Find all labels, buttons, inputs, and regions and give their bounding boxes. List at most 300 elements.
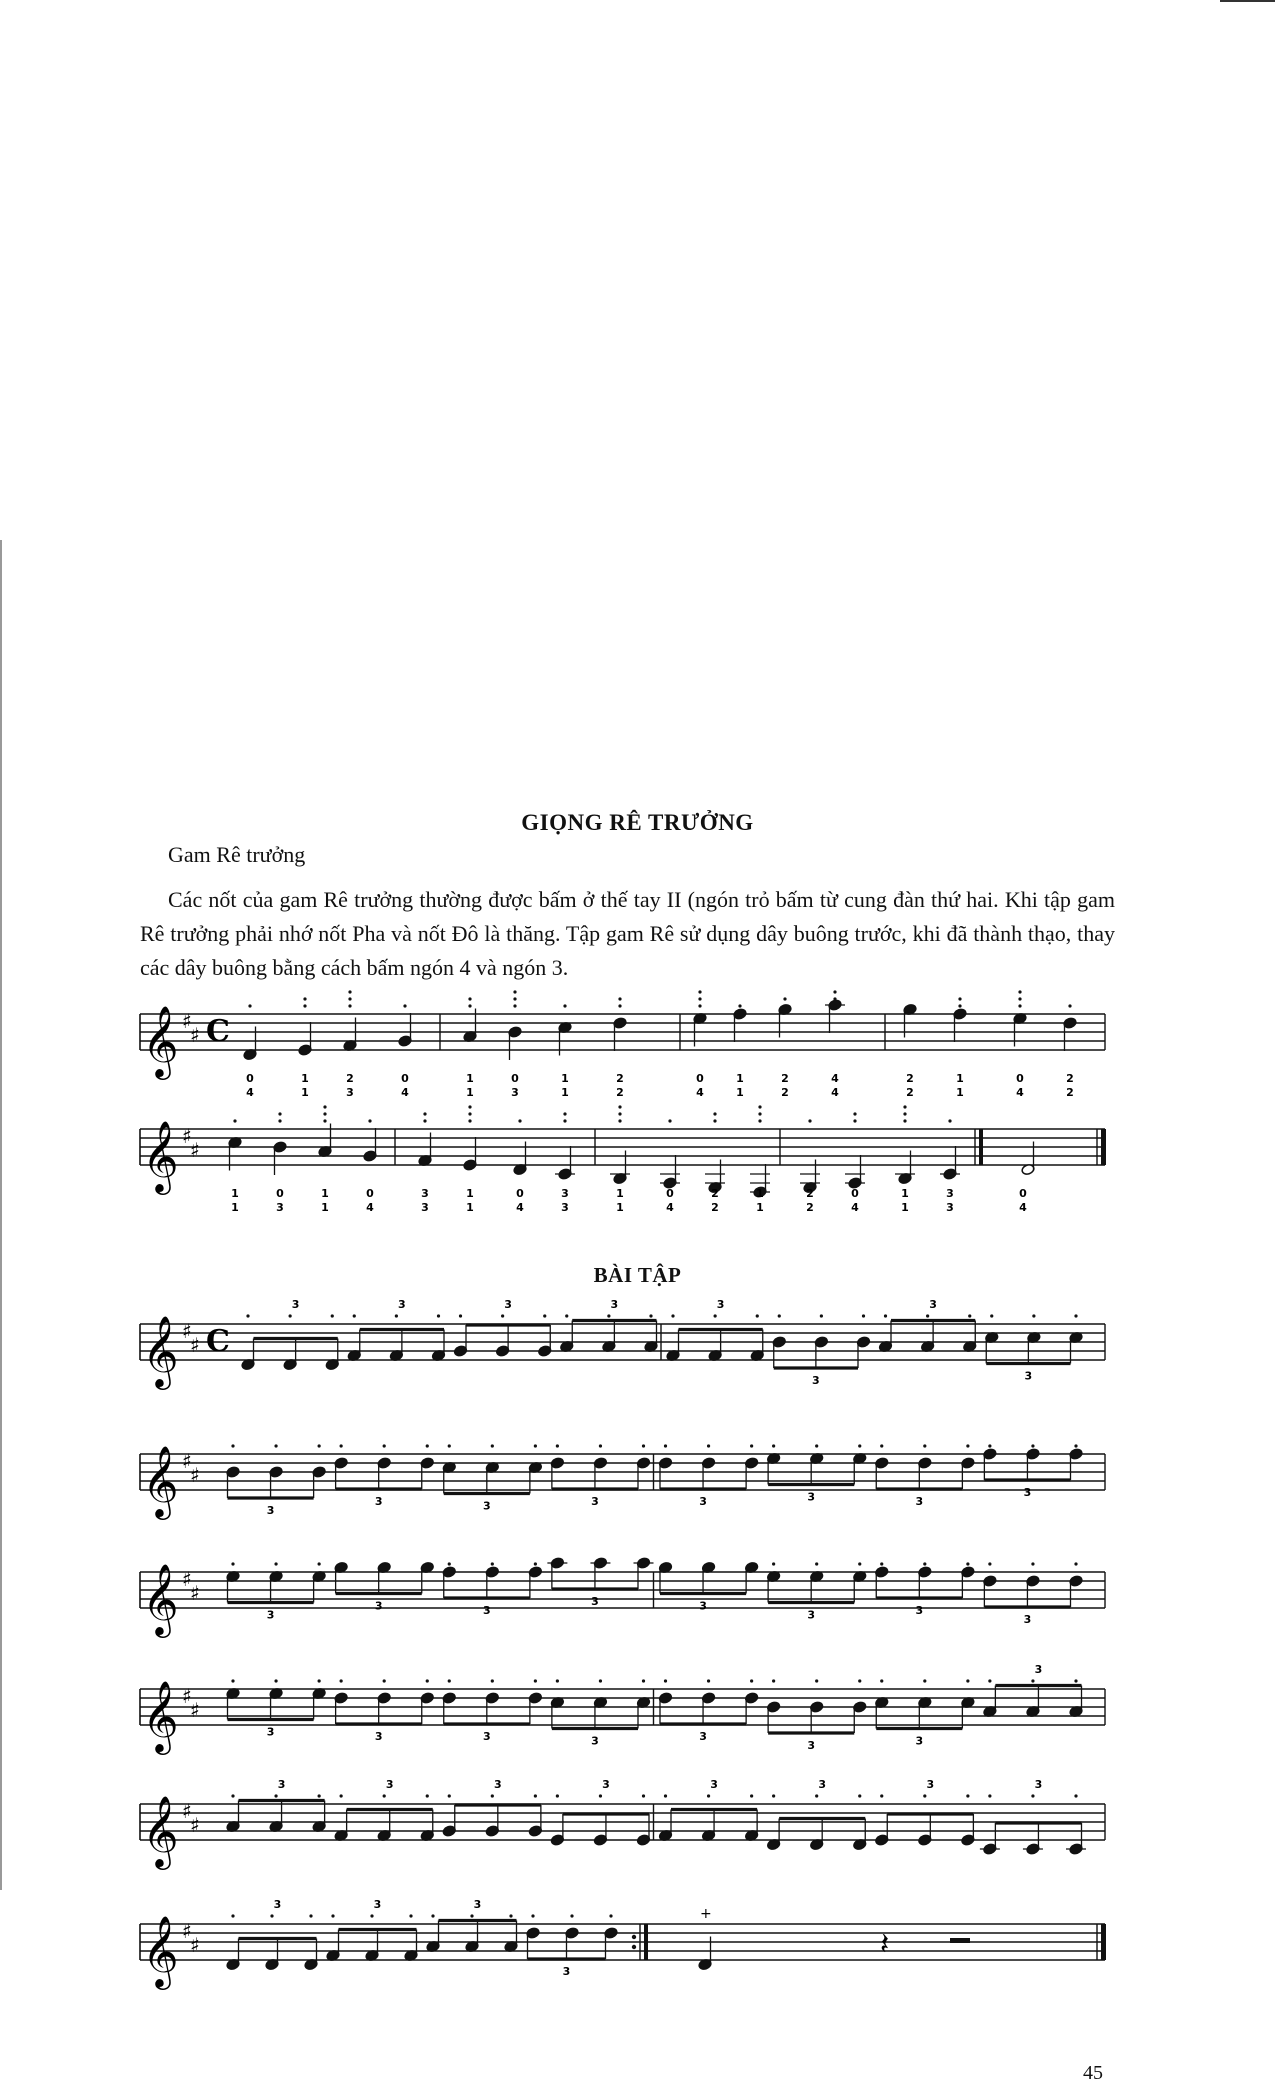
fingering-dot: [664, 1794, 667, 1797]
fingering-dot: [534, 1679, 537, 1682]
fingering-dot: [966, 1679, 969, 1682]
fingering-dot: [556, 1794, 559, 1797]
fingering-dot: [772, 1444, 775, 1447]
fingering-dot: [758, 1105, 761, 1108]
fingering-dot: [468, 1112, 471, 1115]
fingering-dot: [368, 1119, 371, 1122]
treble-clef-icon: 𝄞: [142, 1562, 179, 1635]
fingering-number: 2: [711, 1201, 719, 1214]
fingering-number: 2: [806, 1201, 814, 1214]
fingering-dot: [1074, 1679, 1077, 1682]
fingering-dot: [778, 1314, 781, 1317]
fingering-number: 2: [711, 1187, 719, 1200]
fingering-dot: [348, 997, 351, 1000]
fingering-dot: [707, 1562, 710, 1565]
fingering-dot: [340, 1679, 343, 1682]
fingering-dot: [1068, 1004, 1071, 1007]
fingering-dot: [470, 1914, 473, 1917]
fingering-number: 1: [736, 1086, 744, 1099]
fingering-dot: [772, 1794, 775, 1797]
fingering-dot: [348, 1004, 351, 1007]
triplet-number: 3: [915, 1604, 924, 1617]
treble-clef-icon: 𝄞: [142, 1444, 179, 1517]
fingering-dot: [323, 1105, 326, 1108]
fingering-dot: [563, 1112, 566, 1115]
fingering-dot: [988, 1679, 991, 1682]
exercise-staff-4: [0, 1665, 1275, 1775]
fingering-dot: [833, 997, 836, 1000]
fingering-number: 1: [616, 1187, 624, 1200]
exercise-staff-6: [0, 1900, 1275, 2010]
fingering-number: 1: [901, 1187, 909, 1200]
key-signature-sharp-icon: ♯: [182, 1919, 192, 1943]
fingering-number: 1: [561, 1072, 569, 1085]
fingering-dot: [331, 1914, 334, 1917]
fingering-dot: [513, 1004, 516, 1007]
fingering-dot: [772, 1679, 775, 1682]
fingering-number: 1: [736, 1072, 744, 1085]
triplet-number: 3: [710, 1778, 718, 1791]
fingering-dot: [274, 1444, 277, 1447]
fingering-dot: [649, 1314, 652, 1317]
fingering-dot: [509, 1914, 512, 1917]
fingering-dot: [556, 1562, 559, 1565]
fingering-dot: [671, 1314, 674, 1317]
fingering-dot: [403, 1004, 406, 1007]
fingering-number: 1: [466, 1072, 474, 1085]
fingering-dot: [1018, 997, 1021, 1000]
fingering-dot: [570, 1914, 573, 1917]
exercise-staff-5: [0, 1780, 1275, 1890]
key-signature-sharp-icon: ♯: [190, 1333, 200, 1357]
fingering-number: 4: [851, 1201, 859, 1214]
key-signature-sharp-icon: ♯: [182, 1319, 192, 1343]
fingering-dot: [758, 1112, 761, 1115]
fingering-number: 3: [561, 1187, 569, 1200]
time-signature: C: [206, 1324, 230, 1359]
fingering-dot: [289, 1314, 292, 1317]
fingering-dot: [468, 1119, 471, 1122]
scale-subheading: Gam Rê trưởng: [168, 842, 306, 867]
fingering-dot: [395, 1314, 398, 1317]
fingering-dot: [903, 1105, 906, 1108]
triplet-number: 3: [591, 1495, 599, 1508]
triplet-number: 3: [562, 1965, 571, 1978]
fingering-dot: [318, 1679, 321, 1682]
fingering-dot: [534, 1562, 537, 1565]
triplet-number: 3: [473, 1898, 482, 1911]
treble-clef-icon: 𝄞: [142, 1004, 179, 1077]
fingering-number: 4: [831, 1086, 839, 1099]
fingering-number: 1: [756, 1187, 764, 1200]
fingering-number: 3: [346, 1086, 354, 1099]
triplet-number: 3: [716, 1298, 725, 1311]
fingering-dot: [556, 1444, 559, 1447]
repeat-dot: [632, 1935, 636, 1939]
fingering-dot: [750, 1562, 753, 1565]
fingering-dot: [383, 1679, 386, 1682]
scale-staff-2: [0, 1115, 1275, 1235]
fingering-dot: [309, 1914, 312, 1917]
fingering-dot: [303, 997, 306, 1000]
fingering-dot: [323, 1119, 326, 1122]
fingering-number: 2: [1066, 1086, 1074, 1099]
fingering-dot: [278, 1112, 281, 1115]
fingering-number: 1: [466, 1086, 474, 1099]
triplet-number: 3: [1034, 1663, 1043, 1676]
triplet-number: 3: [482, 1499, 491, 1513]
fingering-number: 2: [616, 1086, 624, 1099]
fingering-dot: [642, 1679, 645, 1682]
fingering-dot: [880, 1794, 883, 1797]
fingering-number: 0: [1016, 1072, 1024, 1085]
final-barline: [1101, 1129, 1106, 1165]
fingering-dot: [565, 1314, 568, 1317]
fingering-dot: [1074, 1314, 1077, 1317]
fingering-dot: [908, 1004, 911, 1007]
fingering-number: 3: [421, 1201, 429, 1214]
fingering-number: 2: [906, 1086, 914, 1099]
fingering-dot: [448, 1794, 451, 1797]
fingering-number: 1: [956, 1086, 964, 1099]
fingering-number: 0: [696, 1072, 704, 1085]
fingering-dot: [274, 1562, 277, 1565]
triplet-number: 3: [610, 1298, 619, 1311]
fingering-dot: [353, 1314, 356, 1317]
fingering-dot: [491, 1444, 494, 1447]
exercise-title: BÀI TẬP: [593, 1263, 682, 1287]
fingering-dot: [738, 1004, 741, 1007]
fingering-dot: [531, 1914, 534, 1917]
fingering-dot: [1074, 1562, 1077, 1565]
triplet-number: 3: [385, 1778, 394, 1791]
fingering-dot: [707, 1794, 710, 1797]
fingering-dot: [340, 1562, 343, 1565]
fingering-dot: [714, 1314, 717, 1317]
triplet-number: 3: [374, 1730, 383, 1743]
triplet-number: 3: [915, 1734, 924, 1748]
quarter-rest-icon: 𝄽: [880, 1927, 890, 1962]
fingering-dot: [1032, 1314, 1035, 1317]
fingering-dot: [707, 1679, 710, 1682]
fingering-dot: [468, 997, 471, 1000]
triplet-number: 3: [915, 1495, 924, 1508]
triplet-number: 3: [504, 1298, 512, 1311]
treble-clef-icon: 𝄞: [142, 1679, 179, 1752]
fingering-dot: [698, 1004, 701, 1007]
fingering-number: 3: [421, 1187, 429, 1200]
fingering-dot: [750, 1679, 753, 1682]
fingering-dot: [274, 1794, 277, 1797]
fingering-dot: [599, 1444, 602, 1447]
fingering-dot: [231, 1794, 234, 1797]
fingering-dot: [609, 1914, 612, 1917]
fingering-dot: [448, 1679, 451, 1682]
fingering-dot: [599, 1794, 602, 1797]
triplet-number: 3: [482, 1604, 491, 1617]
fingering-dot: [858, 1444, 861, 1447]
fingering-number: 4: [666, 1201, 674, 1214]
fingering-dot: [966, 1794, 969, 1797]
fingering-dot: [926, 1314, 929, 1317]
fingering-dot: [468, 1004, 471, 1007]
fingering-number: 4: [366, 1201, 374, 1214]
fingering-dot: [270, 1914, 273, 1917]
fingering-dot: [858, 1679, 861, 1682]
fingering-dot: [437, 1314, 440, 1317]
fingering-dot: [642, 1562, 645, 1565]
section-barline: [979, 1129, 983, 1165]
fingering-number: 0: [511, 1072, 519, 1085]
fingering-number: 4: [516, 1201, 524, 1214]
fingering-dot: [618, 1004, 621, 1007]
fingering-dot: [1031, 1444, 1034, 1447]
triplet-number: 3: [291, 1298, 300, 1311]
fingering-dot: [758, 1119, 761, 1122]
fingering-dot: [318, 1444, 321, 1447]
fingering-dot: [858, 1562, 861, 1565]
fingering-number: 0: [276, 1187, 284, 1200]
fingering-dot: [618, 1105, 621, 1108]
fingering-dot: [491, 1679, 494, 1682]
fingering-dot: [348, 990, 351, 993]
scan-edge-mark: [1220, 0, 1275, 2]
triplet-number: 3: [266, 1608, 275, 1622]
triplet-number: 3: [398, 1298, 406, 1311]
fingering-dot: [1031, 1794, 1034, 1797]
fingering-dot: [988, 1444, 991, 1447]
fingering-number: 0: [246, 1072, 254, 1085]
fingering-dot: [426, 1562, 429, 1565]
fingering-dot: [618, 1112, 621, 1115]
triplet-number: 3: [929, 1298, 937, 1311]
fingering-number: 1: [231, 1201, 239, 1214]
fingering-dot: [518, 1119, 521, 1122]
exercise-staff-2: [0, 1430, 1275, 1540]
fingering-number: 4: [831, 1072, 839, 1085]
triplet-number: 3: [373, 1898, 382, 1911]
final-barline: [1101, 1924, 1106, 1960]
fingering-dot: [988, 1794, 991, 1797]
key-signature-sharp-icon: ♯: [182, 1567, 192, 1591]
triplet-number: 3: [273, 1898, 282, 1911]
fingering-number: 0: [516, 1187, 524, 1200]
exercise-staff-1: [0, 1300, 1275, 1410]
fingering-dot: [664, 1679, 667, 1682]
fingering-dot: [664, 1562, 667, 1565]
fingering-dot: [903, 1119, 906, 1122]
fingering-dot: [713, 1112, 716, 1115]
fingering-dot: [423, 1119, 426, 1122]
exercise-staff-3: [0, 1548, 1275, 1658]
fingering-number: 0: [666, 1187, 674, 1200]
fingering-dot: [1074, 1444, 1077, 1447]
fingering-dot: [448, 1444, 451, 1447]
fingering-number: 1: [321, 1187, 329, 1200]
fingering-number: 4: [1016, 1086, 1024, 1099]
fingering-dot: [858, 1794, 861, 1797]
fingering-dot: [923, 1794, 926, 1797]
fingering-dot: [274, 1679, 277, 1682]
triplet-number: 3: [699, 1730, 707, 1743]
fingering-dot: [880, 1444, 883, 1447]
fingering-dot: [853, 1119, 856, 1122]
fingering-number: 3: [946, 1187, 954, 1200]
fingering-dot: [903, 1112, 906, 1115]
triplet-number: 3: [266, 1725, 275, 1739]
fingering-number: 1: [616, 1201, 624, 1214]
fingering-dot: [563, 1004, 566, 1007]
fingering-dot: [966, 1562, 969, 1565]
fingering-dot: [772, 1562, 775, 1565]
fingering-number: 4: [696, 1086, 704, 1099]
fingering-number: 3: [276, 1201, 284, 1214]
key-signature-sharp-icon: ♯: [190, 1813, 200, 1837]
fingering-dot: [698, 997, 701, 1000]
fingering-number: 2: [1066, 1072, 1074, 1085]
fingering-dot: [303, 1004, 306, 1007]
fingering-number: 0: [1019, 1187, 1027, 1200]
fingering-dot: [599, 1562, 602, 1565]
fingering-dot: [853, 1112, 856, 1115]
fingering-number: 4: [401, 1086, 409, 1099]
fingering-dot: [815, 1794, 818, 1797]
triplet-number: 3: [374, 1495, 383, 1508]
triplet-number: 3: [1034, 1778, 1043, 1791]
key-signature-sharp-icon: ♯: [182, 1799, 192, 1823]
fingering-dot: [459, 1314, 462, 1317]
triplet-number: 3: [602, 1778, 610, 1791]
time-signature: C: [206, 1014, 230, 1049]
fingering-dot: [808, 1119, 811, 1122]
fingering-dot: [815, 1562, 818, 1565]
fingering-dot: [880, 1679, 883, 1682]
triplet-number: 3: [266, 1504, 275, 1517]
fingering-dot: [642, 1794, 645, 1797]
triplet-number: 3: [807, 1490, 816, 1504]
fingering-dot: [409, 1914, 412, 1917]
fingering-dot: [1031, 1562, 1034, 1565]
key-signature-sharp-icon: ♯: [190, 1138, 200, 1162]
key-signature-sharp-icon: ♯: [190, 1023, 200, 1047]
fingering-dot: [968, 1314, 971, 1317]
fingering-dot: [468, 1105, 471, 1108]
fingering-dot: [331, 1314, 334, 1317]
triplet-number: 3: [482, 1730, 491, 1743]
triplet-number: 3: [699, 1599, 707, 1613]
fingering-number: 1: [756, 1201, 764, 1214]
fingering-dot: [862, 1314, 865, 1317]
fingering-number: 1: [301, 1072, 309, 1085]
triplet-number: 3: [591, 1734, 599, 1748]
instruction-paragraph-text: Các nốt của gam Rê trưởng thường được bấm ở thế tay II (ngón trỏ bấm từ cung đàn thứ hai. Khi tập gam Rê trưởng phải nhớ nốt Pha và nốt Đô là thăng. Tập gam Rê sử dụng dây buông trước, khi đã thành thạo, thay các dây buông bằng cách bấm ngón 4 và ngón 3.: [140, 887, 1115, 980]
fingering-dot: [248, 1004, 251, 1007]
fingering-dot: [815, 1444, 818, 1447]
fingering-number: 2: [346, 1072, 354, 1085]
instruction-paragraph: [140, 883, 1115, 985]
fingering-dot: [988, 1562, 991, 1565]
fingering-dot: [750, 1794, 753, 1797]
repeat-dot: [632, 1945, 636, 1949]
fingering-dot: [431, 1914, 434, 1917]
key-signature-sharp-icon: ♯: [190, 1698, 200, 1722]
fingering-dot: [231, 1562, 234, 1565]
fingering-number: 3: [561, 1201, 569, 1214]
triplet-number: 3: [591, 1595, 599, 1608]
fingering-number: 2: [781, 1086, 789, 1099]
plus-mark: +: [700, 1906, 712, 1922]
triplet-number: 3: [807, 1608, 816, 1622]
fingering-dot: [318, 1562, 321, 1565]
repeat-barline: [644, 1924, 648, 1960]
fingering-dot: [426, 1444, 429, 1447]
fingering-dot: [426, 1679, 429, 1682]
fingering-number: 1: [231, 1187, 239, 1200]
fingering-dot: [501, 1314, 504, 1317]
fingering-dot: [833, 990, 836, 993]
key-signature-sharp-icon: ♯: [182, 1124, 192, 1148]
triplet-number: 3: [1023, 1486, 1032, 1499]
fingering-dot: [707, 1444, 710, 1447]
fingering-dot: [750, 1444, 753, 1447]
fingering-dot: [246, 1314, 249, 1317]
fingering-dot: [1074, 1794, 1077, 1797]
treble-clef-icon: 𝄞: [142, 1119, 179, 1192]
fingering-dot: [664, 1444, 667, 1447]
fingering-dot: [815, 1679, 818, 1682]
key-signature-sharp-icon: ♯: [190, 1463, 200, 1487]
fingering-dot: [966, 1444, 969, 1447]
fingering-dot: [783, 1004, 786, 1007]
fingering-number: 2: [806, 1187, 814, 1200]
fingering-dot: [1018, 1004, 1021, 1007]
fingering-number: 1: [956, 1072, 964, 1085]
fingering-dot: [323, 1112, 326, 1115]
triplet-number: 3: [926, 1778, 935, 1791]
fingering-number: 1: [466, 1201, 474, 1214]
key-signature-sharp-icon: ♯: [182, 1009, 192, 1033]
fingering-dot: [513, 990, 516, 993]
fingering-dot: [958, 1004, 961, 1007]
fingering-dot: [340, 1794, 343, 1797]
page-number: 45: [1083, 2062, 1103, 2084]
fingering-dot: [756, 1314, 759, 1317]
fingering-dot: [491, 1794, 494, 1797]
triplet-number: 3: [277, 1778, 286, 1791]
fingering-dot: [231, 1444, 234, 1447]
fingering-dot: [491, 1562, 494, 1565]
fingering-number: 2: [781, 1072, 789, 1085]
fingering-dot: [618, 997, 621, 1000]
fingering-dot: [668, 1119, 671, 1122]
key-signature-sharp-icon: ♯: [182, 1684, 192, 1708]
fingering-dot: [1031, 1679, 1034, 1682]
fingering-dot: [599, 1679, 602, 1682]
fingering-dot: [278, 1119, 281, 1122]
fingering-dot: [231, 1679, 234, 1682]
fingering-dot: [923, 1444, 926, 1447]
treble-clef-icon: 𝄞: [142, 1794, 179, 1867]
fingering-dot: [383, 1794, 386, 1797]
fingering-dot: [543, 1314, 546, 1317]
fingering-dot: [923, 1679, 926, 1682]
fingering-dot: [948, 1119, 951, 1122]
fingering-dot: [383, 1562, 386, 1565]
fingering-dot: [820, 1314, 823, 1317]
half-rest-icon: [950, 1938, 970, 1943]
fingering-dot: [642, 1444, 645, 1447]
triplet-number: 3: [818, 1778, 827, 1791]
